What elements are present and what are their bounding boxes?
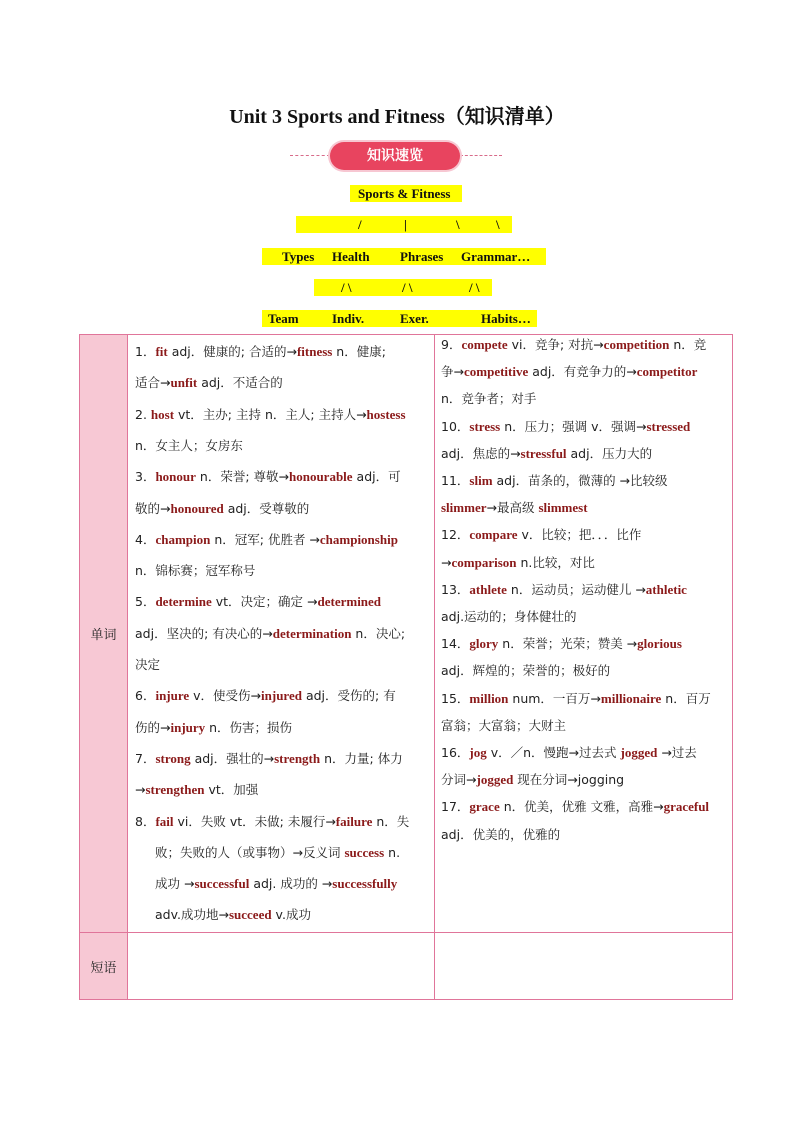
vocab-word: jog xyxy=(469,745,487,760)
text-fragment: 成功 → xyxy=(155,876,195,892)
vocab-word: stressful xyxy=(520,445,567,461)
text-fragment: v．使受伤→ xyxy=(189,688,262,704)
text-fragment: 14． xyxy=(441,636,470,652)
mindmap-node: Indiv. xyxy=(332,311,365,326)
text-fragment: 争→ xyxy=(441,364,464,380)
text-fragment: 13． xyxy=(441,581,470,597)
text-line xyxy=(135,780,258,800)
mindmap-node: Team xyxy=(268,311,299,326)
mindmap-level-1 xyxy=(262,248,546,265)
branch-mark: / xyxy=(358,217,362,232)
text-fragment: 6． xyxy=(135,688,156,704)
text-line xyxy=(441,825,560,845)
text-fragment: 5． xyxy=(135,594,156,610)
text-line xyxy=(441,444,652,464)
text-line xyxy=(441,661,610,681)
branch-mark: / \ xyxy=(402,280,413,295)
mindmap-node: Health xyxy=(332,249,370,264)
badge-right-line xyxy=(460,155,502,157)
text-line xyxy=(441,498,588,518)
vocab-word: honourable xyxy=(288,469,353,485)
text-fragment: adj．健康的; 合适的→ xyxy=(167,344,297,359)
text-fragment: 1． xyxy=(135,344,156,359)
text-line xyxy=(441,797,709,817)
text-fragment: 12． xyxy=(441,527,470,543)
vocab-word: compete xyxy=(461,337,508,352)
text-fragment: 8． xyxy=(135,813,156,829)
vocab-word: graceful xyxy=(663,799,710,815)
text-fragment: adj. 成功的 → xyxy=(249,876,333,892)
text-line xyxy=(441,716,566,736)
vocab-word: strengthen xyxy=(145,782,205,798)
knowledge-table xyxy=(79,334,733,1000)
branch-mark: \ xyxy=(456,217,460,232)
vocab-label: 单词 xyxy=(80,335,128,933)
mindmap-node: Phrases xyxy=(400,249,444,264)
text-line xyxy=(135,467,401,487)
vocab-left-lines xyxy=(135,335,434,932)
vocab-word: hostess xyxy=(366,406,406,422)
text-fragment: n．伤害；损伤 xyxy=(205,719,293,735)
text-fragment: adj．受伤的; 有 xyxy=(301,688,396,704)
text-fragment: n.比较，对比 xyxy=(516,554,595,570)
text-fragment: adj．焦虑的→ xyxy=(441,445,521,461)
vocab-word: determination xyxy=(272,625,352,641)
text-fragment: adj．受尊敬的 xyxy=(223,500,310,516)
text-line xyxy=(155,843,400,863)
text-fragment: n．决心; xyxy=(351,625,406,641)
text-line xyxy=(441,634,682,654)
text-line xyxy=(441,471,668,491)
vocab-word: glory xyxy=(469,636,499,652)
mindmap-branch-row-1 xyxy=(296,216,512,233)
vocab-word: unfit xyxy=(170,375,198,391)
branch-mark: | xyxy=(404,217,407,232)
phrase-right-lines xyxy=(455,933,732,999)
text-line xyxy=(155,905,311,925)
vocab-word: competitive xyxy=(463,364,529,380)
text-fragment: adj.运动的；身体健壮的 xyxy=(441,609,577,624)
text-fragment: 伤的→ xyxy=(135,719,171,735)
vocab-word: slimmest xyxy=(538,500,588,516)
text-fragment: 2. xyxy=(135,406,151,422)
vocab-word: honour xyxy=(155,469,196,485)
text-line xyxy=(135,561,255,581)
text-fragment: v．比较；把．．．比作 xyxy=(517,527,642,543)
text-fragment: adj．压力大的 xyxy=(566,445,653,461)
text-fragment: 10． xyxy=(441,418,470,434)
text-line xyxy=(441,417,690,437)
vocab-word: stressed xyxy=(646,418,691,434)
vocab-word: injury xyxy=(170,719,206,735)
mindmap-root xyxy=(350,185,462,202)
text-line xyxy=(135,749,403,769)
vocab-word: strong xyxy=(155,750,191,766)
text-fragment: adj．可 xyxy=(352,469,401,485)
vocab-word: slim xyxy=(469,473,493,488)
vocab-word: host xyxy=(150,406,175,422)
mindmap-branch-row-2 xyxy=(314,279,492,296)
text-fragment: →过去 xyxy=(657,745,697,760)
text-fragment: adv.成功地→ xyxy=(155,907,229,923)
vocab-word: fail xyxy=(155,813,174,829)
text-fragment: n．竞争者；对手 xyxy=(441,391,537,407)
phrase-left-column xyxy=(128,933,435,1000)
text-fragment: 败；失败的人（或事物）→反义词 xyxy=(155,844,345,860)
vocab-word: grace xyxy=(469,799,500,815)
mindmap-root-label: Sports & Fitness xyxy=(358,186,451,201)
text-fragment: adj．辉煌的；荣誉的；极好的 xyxy=(441,663,611,679)
vocab-word: jogged xyxy=(476,772,514,788)
branch-mark: / \ xyxy=(469,280,480,295)
vocab-word: successful xyxy=(194,876,250,892)
text-line xyxy=(135,436,243,456)
mindmap-node: Types xyxy=(282,249,315,264)
vocab-word: strength xyxy=(274,750,321,766)
text-fragment: → xyxy=(441,554,452,570)
text-fragment: n．优美，优雅 文雅，高雅→ xyxy=(499,799,664,815)
text-fragment: num．一百万→ xyxy=(508,690,601,706)
text-fragment: n．锦标赛；冠军称号 xyxy=(135,563,256,579)
section-badge: 知识速览 xyxy=(330,142,460,170)
vocab-word: jogged xyxy=(620,745,658,760)
vocab-word: injure xyxy=(155,688,190,704)
text-fragment: n．百万 xyxy=(661,690,711,706)
text-fragment: 敬的→ xyxy=(135,500,171,516)
text-fragment: n. xyxy=(384,844,401,860)
vocab-right-column xyxy=(435,335,733,933)
text-fragment: 适合→ xyxy=(135,375,171,391)
vocab-right-lines xyxy=(441,335,732,932)
text-line xyxy=(135,342,386,362)
text-line xyxy=(441,580,687,600)
vocab-word: honoured xyxy=(170,500,224,516)
text-fragment: adj．坚决的; 有决心的→ xyxy=(135,625,273,641)
text-fragment: 16． xyxy=(441,745,470,760)
page-title: Unit 3 Sports and Fitness（知识清单） xyxy=(229,106,565,128)
text-line xyxy=(155,874,397,894)
vocab-word: compare xyxy=(469,527,518,543)
text-fragment: n．力量; 体力 xyxy=(320,750,403,766)
vocab-word: athletic xyxy=(645,581,687,597)
vocab-word: competitor xyxy=(636,364,698,380)
text-line xyxy=(135,686,396,706)
vocab-word: champion xyxy=(155,531,211,547)
text-fragment: 7． xyxy=(135,750,156,766)
vocab-left-column xyxy=(128,335,435,933)
text-line xyxy=(441,335,706,355)
text-fragment: vi．失败 vt．未做; 未履行→ xyxy=(173,813,336,829)
text-fragment: vi．竞争; 对抗→ xyxy=(507,337,604,352)
text-fragment: n．失 xyxy=(372,813,410,829)
branch-mark: \ xyxy=(496,217,500,232)
vocab-word: fit xyxy=(155,344,168,359)
text-fragment: n．压力；强调 v．强调→ xyxy=(500,418,647,434)
text-fragment: adj．苗条的，微薄的 →比较级 xyxy=(492,473,668,488)
vocab-word: comparison xyxy=(451,554,517,570)
text-fragment: 3． xyxy=(135,469,156,485)
text-fragment: 15． xyxy=(441,690,470,706)
text-fragment: n．冠军; 优胜者 → xyxy=(210,531,320,547)
text-line xyxy=(135,373,283,393)
text-fragment: n．女主人；女房东 xyxy=(135,437,243,453)
text-fragment: v．／n．慢跑→过去式 xyxy=(486,745,621,760)
text-line xyxy=(135,405,406,425)
text-fragment: vt．加强 xyxy=(204,782,259,798)
text-fragment: adj．强壮的→ xyxy=(190,750,275,766)
text-line xyxy=(135,499,309,519)
vocab-word: competition xyxy=(603,337,670,352)
text-line xyxy=(441,607,577,627)
badge-left-line xyxy=(290,155,330,157)
text-fragment: n．竞 xyxy=(669,337,707,352)
phrase-right-column xyxy=(435,933,733,1000)
vocab-word: glorious xyxy=(637,636,682,652)
vocab-word: success xyxy=(344,844,385,860)
text-line xyxy=(441,770,624,790)
text-fragment: 17． xyxy=(441,799,470,815)
vocab-word: injured xyxy=(261,688,302,704)
text-fragment: →最高级 xyxy=(486,500,539,516)
text-line xyxy=(441,525,641,545)
text-fragment: 现在分词→jogging xyxy=(513,772,625,788)
text-fragment: vt．决定；确定 → xyxy=(211,594,318,610)
text-fragment: adj．有竞争力的→ xyxy=(528,364,637,380)
text-line xyxy=(441,362,697,382)
text-fragment: v.成功 xyxy=(271,907,311,923)
text-line xyxy=(135,592,381,612)
vocab-word: failure xyxy=(335,813,373,829)
text-line xyxy=(135,718,292,738)
vocab-word: stress xyxy=(469,418,501,434)
vocab-word: determined xyxy=(317,594,382,610)
text-fragment: 富翁；大富翁；大财主 xyxy=(441,717,567,733)
text-line xyxy=(135,530,398,550)
text-line xyxy=(135,624,405,644)
text-fragment: n．荣誉；光荣；赞美 → xyxy=(498,636,638,652)
text-fragment: 9． xyxy=(441,337,462,352)
text-fragment: adj．优美的，优雅的 xyxy=(441,826,561,842)
text-fragment: → xyxy=(135,782,146,798)
vocab-word: millionaire xyxy=(600,690,662,706)
text-fragment: 分词→ xyxy=(441,772,477,788)
text-line xyxy=(441,689,711,709)
text-fragment: 4． xyxy=(135,531,156,547)
text-line xyxy=(441,743,697,763)
text-line xyxy=(441,389,536,409)
text-fragment: 11． xyxy=(441,473,470,488)
mindmap-level-2 xyxy=(262,310,537,327)
vocab-word: slimmer xyxy=(441,500,487,516)
text-line xyxy=(135,655,160,675)
phrase-left-lines xyxy=(146,933,434,999)
vocab-word: successfully xyxy=(332,876,398,892)
text-fragment: n．荣誉; 尊敬→ xyxy=(195,469,289,485)
text-fragment: n．健康; xyxy=(332,344,386,359)
text-fragment: vt．主办; 主持 n．主人; 主持人→ xyxy=(174,406,367,422)
text-line xyxy=(135,812,409,832)
mindmap-node: Grammar… xyxy=(461,249,531,264)
vocab-word: athlete xyxy=(469,581,507,597)
branch-mark: / \ xyxy=(341,280,352,295)
text-line xyxy=(441,553,595,573)
mindmap-node: Exer. xyxy=(400,311,429,326)
text-fragment: 决定 xyxy=(135,657,161,672)
vocab-word: championship xyxy=(319,531,398,547)
vocab-word: succeed xyxy=(228,907,272,923)
vocab-word: million xyxy=(469,690,509,706)
mindmap-node: Habits… xyxy=(481,311,531,326)
text-fragment: adj．不适合的 xyxy=(197,375,283,391)
text-fragment: n．运动员；运动健儿 → xyxy=(506,581,646,597)
vocab-word: fitness xyxy=(296,344,333,359)
phrase-label: 短语 xyxy=(80,933,128,1000)
vocab-word: determine xyxy=(155,594,212,610)
